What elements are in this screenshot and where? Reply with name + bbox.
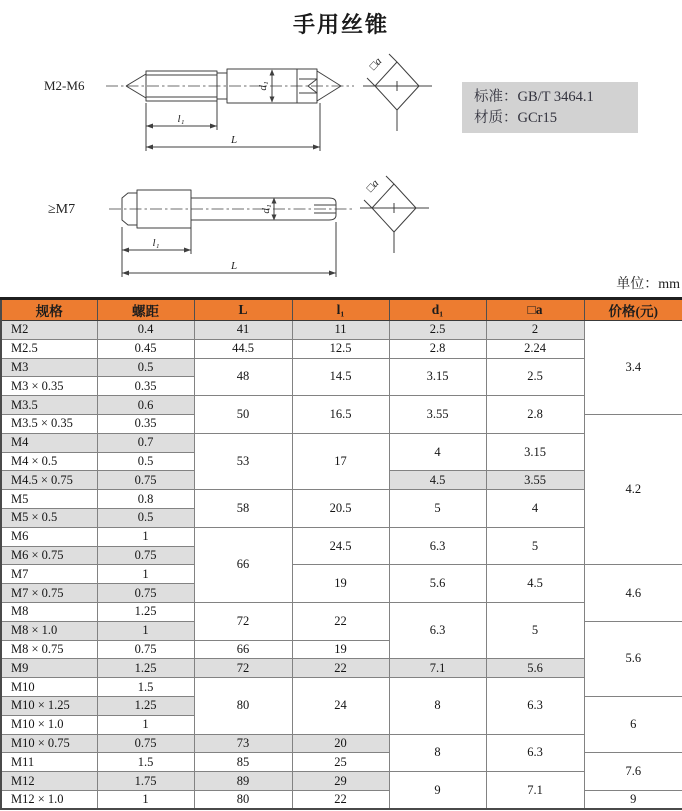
value-cell: 0.75 bbox=[97, 734, 194, 753]
l1-dim-label: l₁ bbox=[152, 237, 160, 249]
column-header: □a bbox=[486, 299, 584, 321]
value-cell: 1.25 bbox=[97, 602, 194, 621]
table-row bbox=[1, 396, 682, 415]
value-cell: 6.3 bbox=[389, 527, 486, 565]
column-header: 螺距 bbox=[97, 299, 194, 321]
value-cell: 53 bbox=[194, 433, 292, 489]
value-cell: 2.5 bbox=[486, 358, 584, 396]
spec-cell: M9 bbox=[1, 659, 97, 678]
value-cell: 1 bbox=[97, 621, 194, 640]
value-cell: 6.3 bbox=[486, 678, 584, 734]
spec-cell: M11 bbox=[1, 753, 97, 772]
value-cell: 4.5 bbox=[486, 565, 584, 603]
L-dim-label: L bbox=[230, 260, 238, 272]
value-cell: 5 bbox=[486, 602, 584, 658]
column-header: L bbox=[194, 299, 292, 321]
value-cell: 44.5 bbox=[194, 339, 292, 358]
value-cell: 24.5 bbox=[292, 527, 389, 565]
table-row bbox=[1, 527, 682, 546]
value-cell: 4.2 bbox=[584, 414, 682, 564]
value-cell: 8 bbox=[389, 678, 486, 734]
value-cell: 29 bbox=[292, 772, 389, 791]
value-cell: 3.55 bbox=[486, 471, 584, 490]
value-cell: 89 bbox=[194, 772, 292, 791]
value-cell: 6.3 bbox=[486, 734, 584, 772]
standard-line: 标准：GB/T 3464.1 bbox=[474, 89, 594, 105]
value-cell: 50 bbox=[194, 396, 292, 434]
spec-cell: M2 bbox=[1, 321, 97, 340]
spec-cell: M10 × 1.0 bbox=[1, 715, 97, 734]
spec-cell: M12 bbox=[1, 772, 97, 791]
spec-cell: M8 × 1.0 bbox=[1, 621, 97, 640]
value-cell: 14.5 bbox=[292, 358, 389, 396]
value-cell: 66 bbox=[194, 527, 292, 602]
spec-table bbox=[0, 297, 682, 810]
value-cell: 3.15 bbox=[486, 433, 584, 471]
spec-cell: M10 × 1.25 bbox=[1, 696, 97, 715]
unit-note: 单位：mm bbox=[616, 277, 680, 292]
value-cell: 9 bbox=[584, 790, 682, 809]
value-cell: 3.55 bbox=[389, 396, 486, 434]
value-cell: 7.1 bbox=[486, 772, 584, 810]
table-row bbox=[1, 678, 682, 697]
value-cell: 22 bbox=[292, 602, 389, 640]
value-cell: 0.5 bbox=[97, 452, 194, 471]
value-cell: 0.75 bbox=[97, 471, 194, 490]
value-cell: 58 bbox=[194, 490, 292, 528]
value-cell: 5 bbox=[389, 490, 486, 528]
value-cell: 0.75 bbox=[97, 546, 194, 565]
value-cell: 1 bbox=[97, 790, 194, 809]
value-cell: 0.75 bbox=[97, 584, 194, 603]
tap-drawing-m7-up bbox=[84, 175, 434, 290]
value-cell: 0.6 bbox=[97, 396, 194, 415]
value-cell: 3.4 bbox=[584, 321, 682, 415]
spec-cell: M3.5 × 0.35 bbox=[1, 414, 97, 433]
value-cell: 1 bbox=[97, 565, 194, 584]
table-row bbox=[1, 339, 682, 358]
value-cell: 19 bbox=[292, 565, 389, 603]
value-cell: 1.25 bbox=[97, 659, 194, 678]
value-cell: 0.5 bbox=[97, 358, 194, 377]
table-row bbox=[1, 772, 682, 791]
spec-cell: M8 bbox=[1, 602, 97, 621]
header-row bbox=[1, 299, 682, 321]
value-cell: 2.8 bbox=[389, 339, 486, 358]
value-cell: 5 bbox=[486, 527, 584, 565]
value-cell: 4 bbox=[389, 433, 486, 471]
value-cell: 4 bbox=[486, 490, 584, 528]
value-cell: 3.15 bbox=[389, 358, 486, 396]
spec-cell: M3 × 0.35 bbox=[1, 377, 97, 396]
value-cell: 16.5 bbox=[292, 396, 389, 434]
spec-cell: M4 × 0.5 bbox=[1, 452, 97, 471]
value-cell: 0.45 bbox=[97, 339, 194, 358]
spec-cell: M3 bbox=[1, 358, 97, 377]
spec-cell: M2.5 bbox=[1, 339, 97, 358]
spec-cell: M4.5 × 0.75 bbox=[1, 471, 97, 490]
column-header: d₁ bbox=[389, 299, 486, 321]
value-cell: 72 bbox=[194, 659, 292, 678]
figure1-label: M2-M6 bbox=[44, 78, 85, 93]
spec-cell: M8 × 0.75 bbox=[1, 640, 97, 659]
value-cell: 20.5 bbox=[292, 490, 389, 528]
table-row bbox=[1, 358, 682, 377]
a-dim-label: □a bbox=[367, 55, 385, 73]
value-cell: 20 bbox=[292, 734, 389, 753]
figure2-label: ≥M7 bbox=[48, 202, 76, 217]
value-cell: 5.6 bbox=[389, 565, 486, 603]
value-cell: 11 bbox=[292, 321, 389, 340]
value-cell: 2.5 bbox=[389, 321, 486, 340]
value-cell: 2.8 bbox=[486, 396, 584, 434]
value-cell: 0.5 bbox=[97, 508, 194, 527]
l1-dim-label: l₁ bbox=[177, 113, 185, 125]
spec-cell: M10 × 0.75 bbox=[1, 734, 97, 753]
d1-dim-label: d₁ bbox=[257, 81, 269, 91]
value-cell: 85 bbox=[194, 753, 292, 772]
spec-table-body bbox=[1, 321, 682, 810]
tap-drawing-m2-m6 bbox=[84, 45, 434, 167]
spec-cell: M10 bbox=[1, 678, 97, 697]
standard-material-box bbox=[462, 82, 638, 133]
value-cell: 0.8 bbox=[97, 490, 194, 509]
value-cell: 41 bbox=[194, 321, 292, 340]
value-cell: 1 bbox=[97, 715, 194, 734]
value-cell: 2.24 bbox=[486, 339, 584, 358]
table-row bbox=[1, 490, 682, 509]
spec-cell: M6 bbox=[1, 527, 97, 546]
value-cell: 9 bbox=[389, 772, 486, 810]
value-cell: 5.6 bbox=[584, 621, 682, 696]
value-cell: 0.7 bbox=[97, 433, 194, 452]
value-cell: 1.75 bbox=[97, 772, 194, 791]
table-row bbox=[1, 565, 682, 584]
d1-dim-label: d₁ bbox=[260, 204, 272, 214]
column-header: 规格 bbox=[1, 299, 97, 321]
value-cell: 7.1 bbox=[389, 659, 486, 678]
value-cell: 8 bbox=[389, 734, 486, 772]
value-cell: 6.3 bbox=[389, 602, 486, 658]
L-dim-label: L bbox=[230, 134, 238, 146]
value-cell: 66 bbox=[194, 640, 292, 659]
value-cell: 0.35 bbox=[97, 414, 194, 433]
value-cell: 73 bbox=[194, 734, 292, 753]
value-cell: 4.5 bbox=[389, 471, 486, 490]
value-cell: 48 bbox=[194, 358, 292, 396]
a-dim-label: □a bbox=[364, 177, 382, 195]
value-cell: 17 bbox=[292, 433, 389, 489]
value-cell: 22 bbox=[292, 659, 389, 678]
value-cell: 2 bbox=[486, 321, 584, 340]
material-line: 材质：GCr15 bbox=[474, 110, 557, 126]
value-cell: 5.6 bbox=[486, 659, 584, 678]
value-cell: 0.35 bbox=[97, 377, 194, 396]
spec-cell: M3.5 bbox=[1, 396, 97, 415]
table-row bbox=[1, 659, 682, 678]
column-header: l₁ bbox=[292, 299, 389, 321]
table-row bbox=[1, 602, 682, 621]
spec-cell: M4 bbox=[1, 433, 97, 452]
value-cell: 0.75 bbox=[97, 640, 194, 659]
value-cell: 7.6 bbox=[584, 753, 682, 791]
spec-cell: M5 × 0.5 bbox=[1, 508, 97, 527]
value-cell: 80 bbox=[194, 790, 292, 809]
value-cell: 19 bbox=[292, 640, 389, 659]
value-cell: 6 bbox=[584, 696, 682, 752]
value-cell: 24 bbox=[292, 678, 389, 734]
table-row bbox=[1, 734, 682, 753]
spec-cell: M12 × 1.0 bbox=[1, 790, 97, 809]
value-cell: 80 bbox=[194, 678, 292, 734]
value-cell: 25 bbox=[292, 753, 389, 772]
value-cell: 4.6 bbox=[584, 565, 682, 621]
value-cell: 0.4 bbox=[97, 321, 194, 340]
value-cell: 12.5 bbox=[292, 339, 389, 358]
column-header: 价格(元) bbox=[584, 299, 682, 321]
value-cell: 1.5 bbox=[97, 753, 194, 772]
table-row bbox=[1, 321, 682, 340]
value-cell: 1.25 bbox=[97, 696, 194, 715]
spec-cell: M5 bbox=[1, 490, 97, 509]
value-cell: 22 bbox=[292, 790, 389, 809]
spec-cell: M6 × 0.75 bbox=[1, 546, 97, 565]
page-title: 手用丝锥 bbox=[292, 12, 389, 37]
spec-cell: M7 bbox=[1, 565, 97, 584]
table-row bbox=[1, 433, 682, 452]
spec-cell: M7 × 0.75 bbox=[1, 584, 97, 603]
value-cell: 72 bbox=[194, 602, 292, 640]
value-cell: 1 bbox=[97, 527, 194, 546]
value-cell: 1.5 bbox=[97, 678, 194, 697]
